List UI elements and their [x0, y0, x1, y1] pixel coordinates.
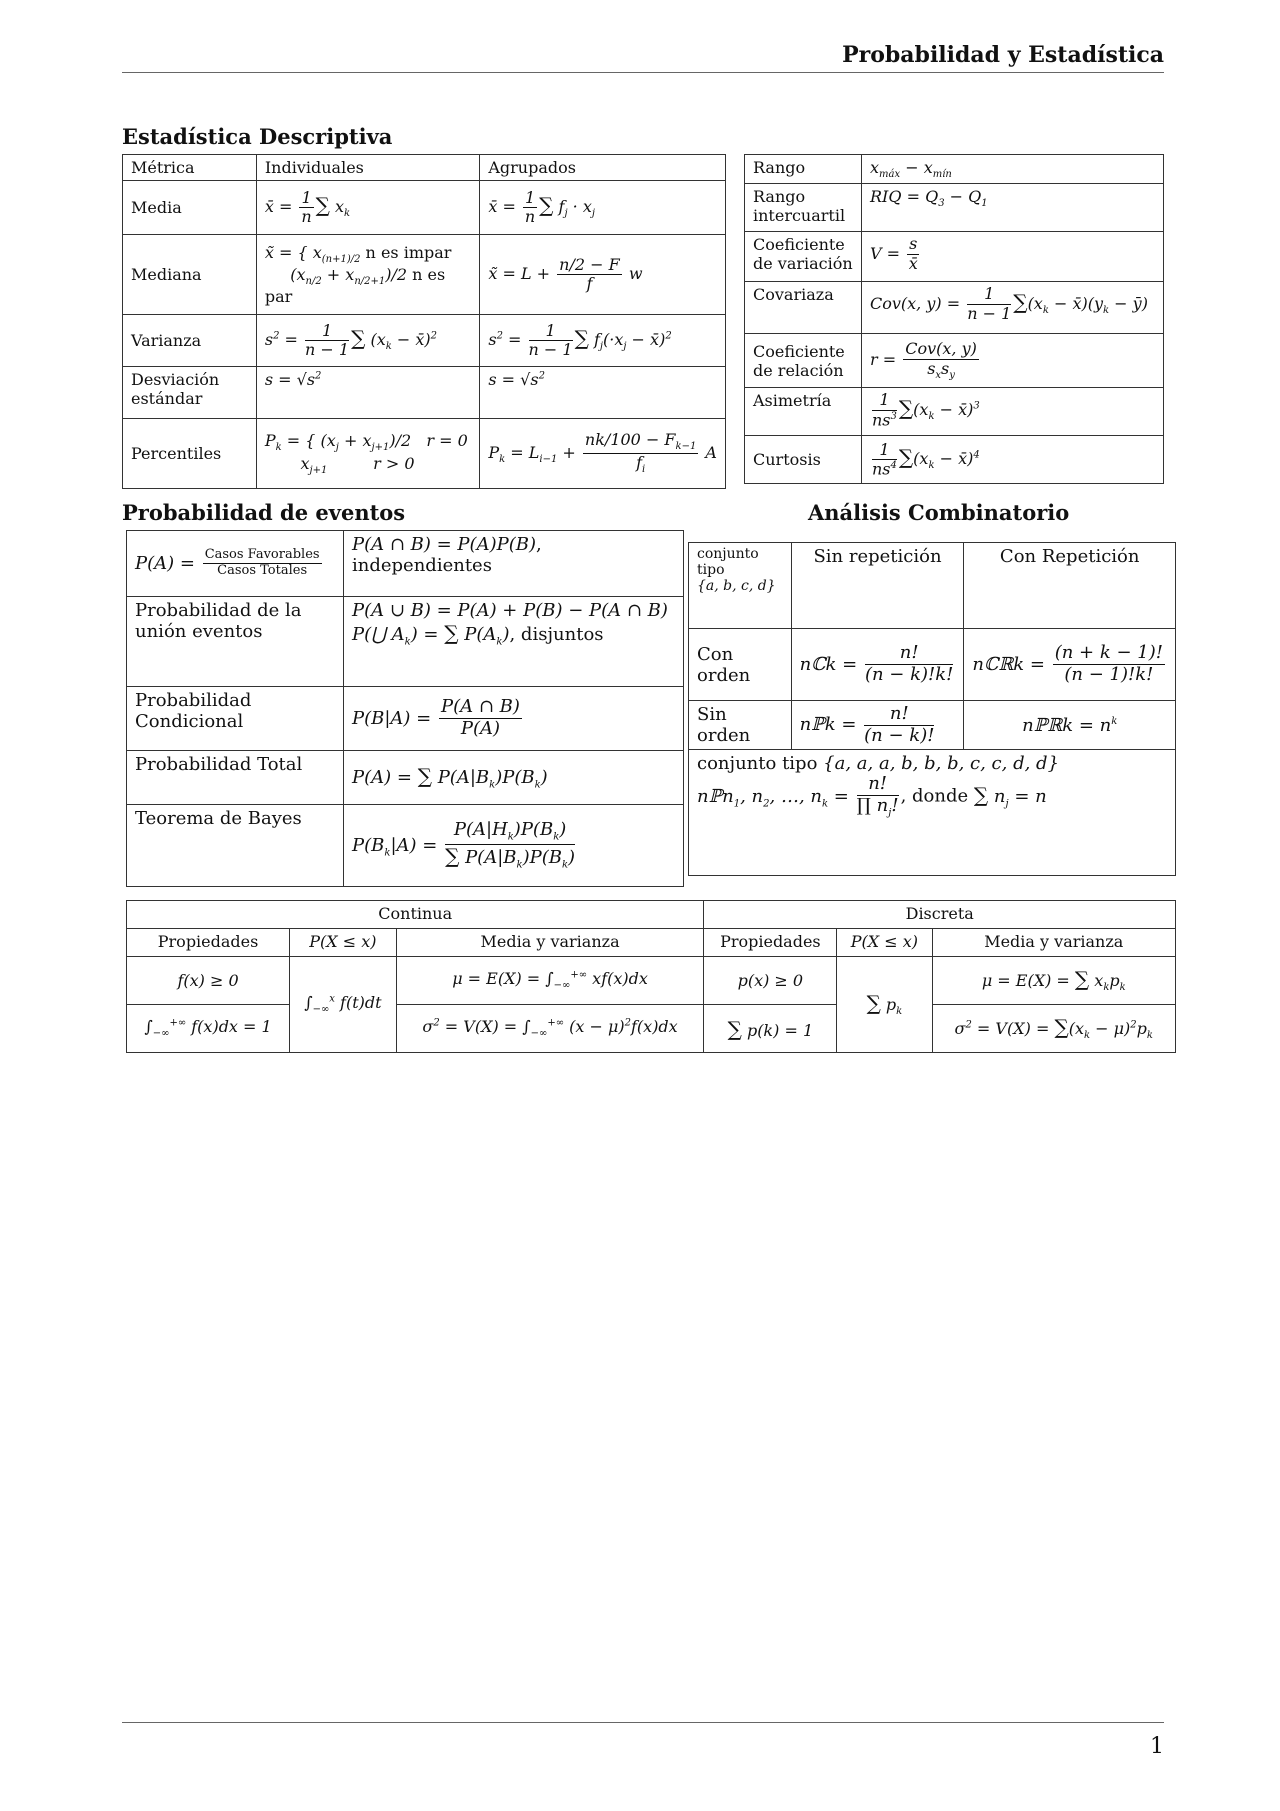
- distribuciones-table: [126, 900, 1176, 1053]
- discreta-prop-2: ∑ p(k) = 1: [704, 1005, 837, 1053]
- total-formula: P(A) = ∑ $P(A|B_k)P(B_k)$: [344, 751, 684, 805]
- discreta-varianza-formula: $\sigma^2 = V(X) = \sum(x_k - \mu)^2p_k$: [932, 1005, 1176, 1053]
- sin-orden-con-rep-formula: nℙℝk = $n^k$: [964, 701, 1176, 750]
- independientes-formula: P(A ∩ B) = P(A)P(B), independientes: [344, 531, 684, 597]
- conjunto-tipo-cell: conjunto tipo {a, b, c, d}: [689, 543, 792, 629]
- multinomial-cell: conjunto tipo {a, a, a, b, b, b, c, c, d, d} nℙn$_1$, $n_2$, …, $n_k$ = $\frac{n!}{\prod n_j!}$ , donde ∑ $n_j = n$: [689, 750, 1176, 876]
- continua-cdf-formula: $\int_{-\infty}^x$ f(t)dt: [290, 957, 397, 1053]
- row-label-rango: Rango: [745, 155, 862, 184]
- mediana-individual-formula: x̃ = { $x_{(n+1)/2}$ n es impar $(x_{n/2} + x_{n/2+1})/2$ n es par: [256, 235, 480, 315]
- riq-formula: RIQ = $Q_3 - Q_1$: [862, 184, 1164, 232]
- continua-media-formula: $\mu = E(X) = \int_{-\infty}^{+\infty}$ xf(x)dx: [396, 957, 704, 1005]
- row-label-varianza: Varianza: [123, 315, 257, 367]
- conjunto-tipo-2-label: conjunto tipo: [697, 753, 818, 775]
- discreta-col-propiedades: Propiedades: [704, 929, 837, 957]
- conjunto-tipo-label: conjunto tipo: [697, 546, 759, 578]
- continua-prop-1: f(x) ≥ 0: [127, 957, 290, 1005]
- media-individual-formula: x̄ = $\frac{1}{n}$ ∑ $x_k$: [256, 181, 480, 235]
- section-title-eventos: Probabilidad de eventos: [122, 500, 406, 525]
- row-label-covarianza: Covariaza: [745, 282, 862, 334]
- row-label-bayes: Teorema de Bayes: [127, 805, 344, 887]
- curtosis-formula: $\frac{1}{ns^4}$ $\sum(x_k$ − x̄)$^4$: [862, 436, 1164, 484]
- percentil-individual-formula: $P_k$ = { $(x_j + x_{j+1})/2$ r = 0 $x_{j+1}$ r > 0: [256, 419, 480, 489]
- continua-varianza-formula: $\sigma^2 = V(X) = \int_{-\infty}^{+\infty}$ $(x - \mu)^2f(x)dx$: [396, 1005, 704, 1053]
- desviacion-agrupado-formula: $s = √s^2$: [480, 367, 726, 419]
- n-par-label: n es par: [264, 265, 446, 307]
- discreta-media-formula: μ = E(X) = ∑ $x_kp_k$: [932, 957, 1176, 1005]
- header-rule: [122, 72, 1164, 73]
- row-label-riq: Rango intercuartil: [745, 184, 862, 232]
- rango-formula: $x_{máx} - x_{mín}$: [862, 155, 1164, 184]
- continua-col-propiedades: Propiedades: [127, 929, 290, 957]
- col-header-con-rep: Con Repetición: [964, 543, 1176, 629]
- row-label-total: Probabilidad Total: [127, 751, 344, 805]
- page-header-title: Probabilidad y Estadística: [842, 42, 1164, 68]
- union-formula: P(A ∪ B) = P(A) + P(B) − P(A ∩ B) P(⋃ $A_k$) = ∑ $P(A_k)$, disjuntos: [344, 597, 684, 687]
- casos-totales: Casos Totales: [217, 563, 308, 578]
- mediana-agrupado-formula: x̃ = L + $\frac{n/2 - F}{f}$ w: [480, 235, 726, 315]
- row-label-mediana: Mediana: [123, 235, 257, 315]
- continua-prop-2: $\int_{-\infty}^{+\infty}$ f(x)dx = 1: [127, 1005, 290, 1053]
- row-label-curtosis: Curtosis: [745, 436, 862, 484]
- row-label-media: Media: [123, 181, 257, 235]
- covarianza-formula: Cov(x, y) = $\frac{1}{n - 1}$ $\sum(x_k$ − $x̄)(y_k$ − ȳ): [862, 282, 1164, 334]
- row-label-con-orden: Con orden: [689, 629, 792, 701]
- col-header-metrica: Métrica: [123, 155, 257, 181]
- condicional-formula: P(B|A) = $\frac{P(A \cap B)}{P(A)}$: [344, 687, 684, 751]
- coef-rel-formula: r = $\frac{\text{Cov(x, y)}}{s_xs_y}$: [862, 334, 1164, 388]
- continua-col-cdf: P(X ≤ x): [290, 929, 397, 957]
- donde-label: , donde: [900, 785, 969, 807]
- n-impar-label: n es impar: [365, 242, 452, 262]
- medidas-table: [744, 154, 1164, 484]
- asimetria-formula: $\frac{1}{ns^3}$ $\sum(x_k$ − x̄)$^3$: [862, 388, 1164, 436]
- media-agrupado-formula: x̄ = $\frac{1}{n}$ ∑ $f_j \cdot x_j$: [480, 181, 726, 235]
- varianza-agrupado-formula: $s^2$ = $\frac{1}{n - 1}$ ∑ $f_j(\cdot x_j$ − x̄)$^2$: [480, 315, 726, 367]
- bayes-formula: $P(B_k|A)$ = $\frac{P(A|H_k)P(B_k)}{\sum P(A|B_k)P(B_k)}$: [344, 805, 684, 887]
- casos-favorables: Casos Favorables: [204, 547, 320, 563]
- combinatorio-table: [688, 542, 1176, 876]
- col-header-sin-rep: Sin repetición: [791, 543, 964, 629]
- discreta-cdf-formula: ∑ $p_k$: [837, 957, 932, 1053]
- row-label-desviacion: Desviación estándar: [123, 367, 257, 419]
- section-title-descriptiva: Estadística Descriptiva: [122, 124, 393, 149]
- prob-a-formula: P(A) = $\frac{\text{Casos Favorables}}{\text{Casos Totales}}$: [127, 531, 344, 597]
- discreta-col-cdf: P(X ≤ x): [837, 929, 932, 957]
- disjuntos-label: , disjuntos: [509, 624, 604, 645]
- con-orden-con-rep-formula: nℂℝk = $\frac{(n + k - 1)!}{(n - 1)!k!}$: [964, 629, 1176, 701]
- row-label-coef-var: Coeficiente de variación: [745, 232, 862, 282]
- col-header-agrupados: Agrupados: [480, 155, 726, 181]
- percentil-agrupado-formula: $P_k = L_{i-1}$ + $\frac{nk/100 - F_{k-1}}{f_i}$ A: [480, 419, 726, 489]
- footer-rule: [122, 1722, 1164, 1723]
- desviacion-individual-formula: $s = √s^2$: [256, 367, 480, 419]
- con-orden-sin-rep-formula: nℂk = $\frac{n!}{(n - k)!k!}$: [791, 629, 964, 701]
- sin-orden-sin-rep-formula: nℙk = $\frac{n!}{(n - k)!}$: [791, 701, 964, 750]
- discreta-prop-1: p(x) ≥ 0: [704, 957, 837, 1005]
- varianza-individual-formula: $s^2$ = $\frac{1}{n - 1}$ ∑ ($x_k$ − x̄)$^2$: [256, 315, 480, 367]
- discreta-col-media-var: Media y varianza: [932, 929, 1176, 957]
- row-label-sin-orden: Sin orden: [689, 701, 792, 750]
- row-label-percentiles: Percentiles: [123, 419, 257, 489]
- header-continua: Continua: [127, 901, 704, 929]
- descriptiva-table: [122, 154, 726, 489]
- row-label-condicional: Probabilidad Condicional: [127, 687, 344, 751]
- row-label-coef-rel: Coeficiente de relación: [745, 334, 862, 388]
- row-label-union: Probabilidad de la unión eventos: [127, 597, 344, 687]
- independientes-label: , independientes: [352, 534, 542, 576]
- section-title-combinatorio: Análisis Combinatorio: [808, 500, 1070, 525]
- row-label-asimetria: Asimetría: [745, 388, 862, 436]
- continua-col-media-var: Media y varianza: [396, 929, 704, 957]
- coef-var-formula: V = $\frac{s}{x̄}$: [862, 232, 1164, 282]
- col-header-individuales: Individuales: [256, 155, 480, 181]
- page-number: 1: [1150, 1734, 1164, 1759]
- header-discreta: Discreta: [704, 901, 1176, 929]
- eventos-table: [126, 530, 684, 887]
